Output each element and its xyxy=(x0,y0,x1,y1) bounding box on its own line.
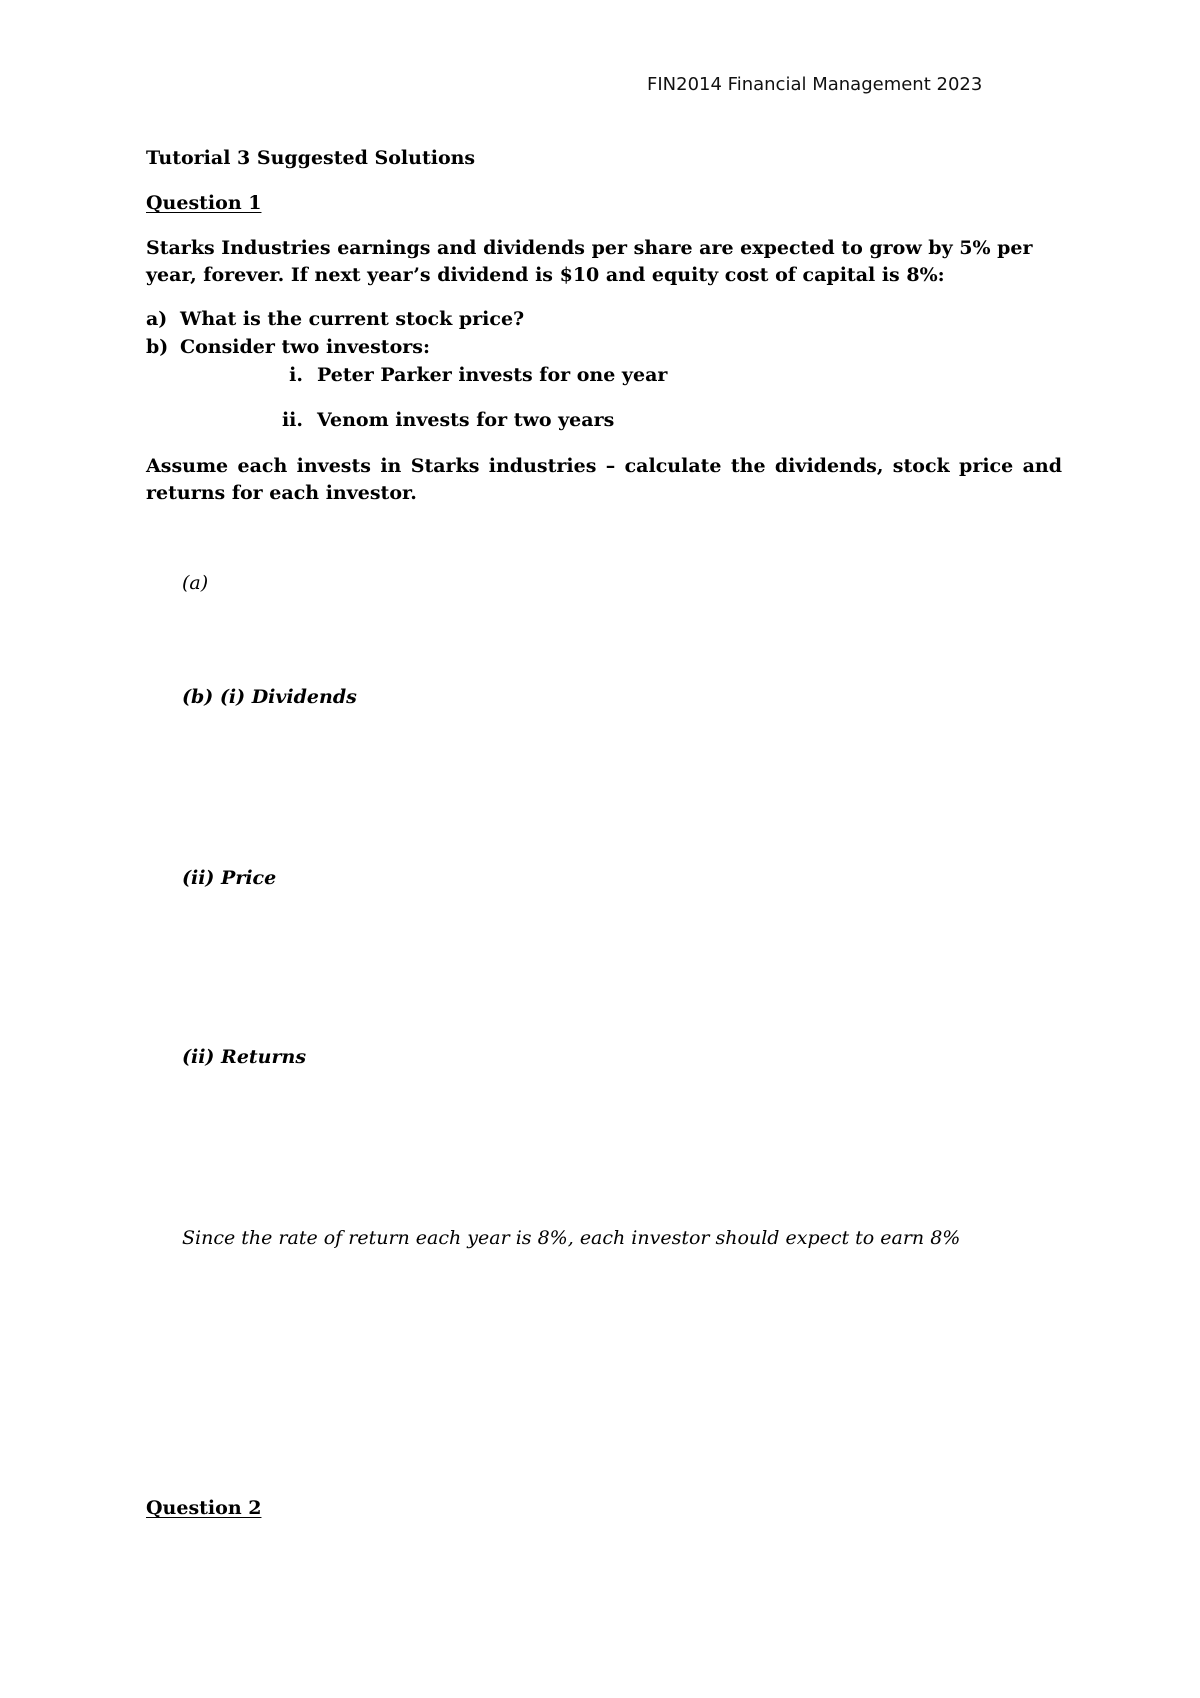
solution-part-a: (a) xyxy=(182,572,209,594)
solution-part-b-price: (ii) Price xyxy=(182,867,277,889)
subitem-text: Venom invests for two years xyxy=(317,409,615,431)
solution-conclusion: Since the rate of return each year is 8%, each investor should expect to earn 8% xyxy=(182,1227,961,1249)
question-1-subitem-ii xyxy=(265,409,614,431)
document-title: Tutorial 3 Suggested Solutions xyxy=(146,147,476,169)
solution-part-b-dividends: (b) (i) Dividends xyxy=(182,686,357,708)
subitem-marker: i. xyxy=(289,364,303,386)
item-text: Consider two investors: xyxy=(180,336,430,358)
question-1-subitem-i xyxy=(265,364,667,386)
question-1-item-a xyxy=(146,308,524,330)
question-1-intro: Starks Industries earnings and dividends per share are expected to grow by 5% per year, forever. If next year’s dividend is $10 and equity cost of capital is 8%: xyxy=(146,237,1033,286)
solution-part-b-returns: (ii) Returns xyxy=(182,1046,307,1068)
subitem-text: Peter Parker invests for one year xyxy=(317,364,668,386)
question-1-heading: Question 1 xyxy=(146,192,262,214)
item-marker: a) xyxy=(146,308,168,330)
question-1-instruction: Assume each invests in Starks industries – calculate the dividends, stock price and returns for each investor. xyxy=(146,455,1062,504)
question-2-heading: Question 2 xyxy=(146,1497,262,1519)
question-1-item-b xyxy=(146,336,430,358)
item-text: What is the current stock price? xyxy=(180,308,525,330)
page-header: FIN2014 Financial Management 2023 xyxy=(647,74,983,95)
item-marker: b) xyxy=(146,336,169,358)
subitem-marker: ii. xyxy=(281,409,303,431)
